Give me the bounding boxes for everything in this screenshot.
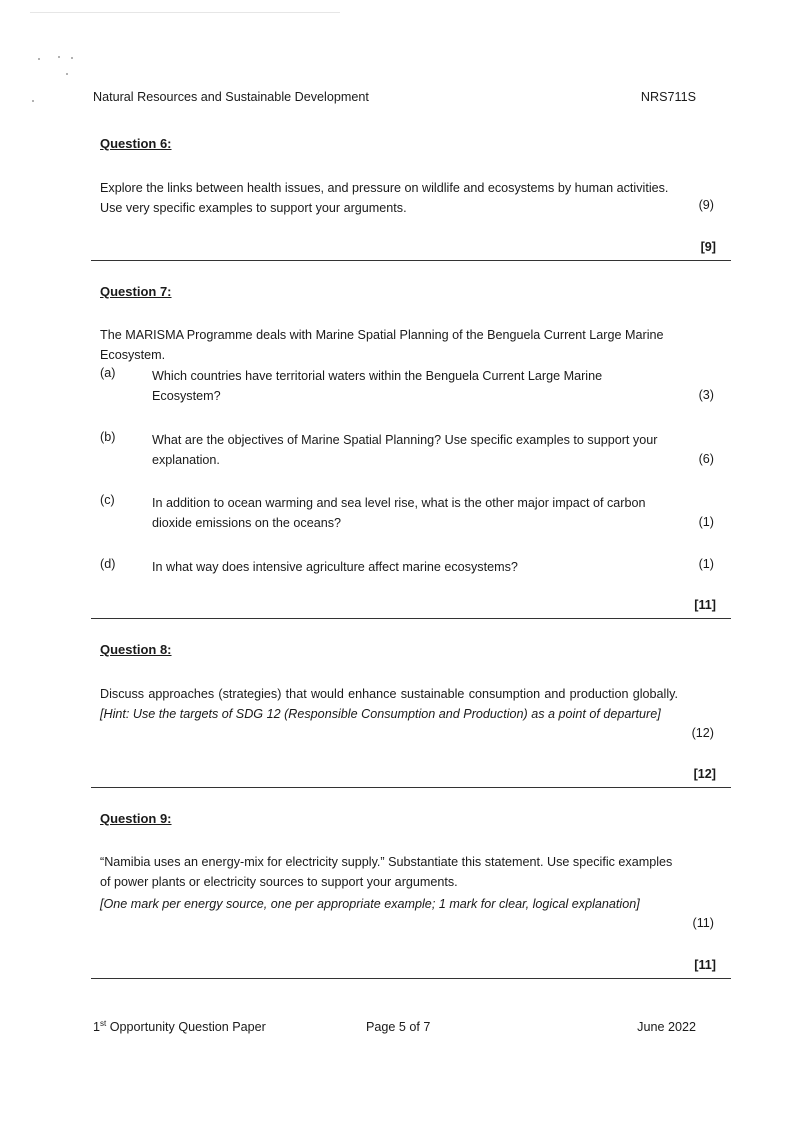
part-label: (d) — [100, 557, 116, 571]
question-7d-mark: (1) — [698, 557, 714, 571]
question-8-text — [100, 684, 678, 724]
footer-paper-label — [93, 1020, 266, 1034]
scan-speck — [32, 100, 34, 102]
scan-speck — [71, 57, 73, 59]
question-8-hint: [Hint: Use the targets of SDG 12 (Responsible Consumption and Production) as a point of departure] — [100, 707, 661, 721]
document-title: Natural Resources and Sustainable Development — [93, 90, 369, 104]
scan-speck — [38, 58, 40, 60]
scan-artifact-line — [30, 12, 340, 13]
question-7d-text: In what way does intensive agriculture affect marine ecosystems? — [152, 560, 518, 574]
footer-ordinal-suffix: st — [100, 1018, 107, 1028]
part-label: (b) — [100, 430, 116, 444]
part-label: (a) — [100, 366, 116, 380]
question-7a-text: Which countries have territorial waters within the Benguela Current Large Marine Ecosystem? — [152, 369, 603, 403]
question-6-title: Question 6: — [100, 136, 172, 151]
question-9-total: [11] — [694, 958, 716, 972]
scan-speck — [66, 73, 68, 75]
page-number: Page 5 of 7 — [366, 1020, 431, 1034]
question-7b-mark: (6) — [698, 452, 714, 466]
section-divider — [91, 618, 731, 619]
question-9-title: Question 9: — [100, 811, 172, 826]
section-divider — [91, 978, 731, 979]
question-8-title: Question 8: — [100, 642, 172, 657]
question-7-title: Question 7: — [100, 284, 172, 299]
question-8-mark: (12) — [691, 726, 714, 740]
question-7b-text: What are the objectives of Marine Spatial Planning? Use specific examples to support your explanation. — [152, 433, 658, 467]
question-6-total: [9] — [700, 240, 716, 254]
course-code: NRS711S — [640, 90, 696, 104]
section-divider — [91, 260, 731, 261]
part-label: (c) — [100, 493, 115, 507]
question-9-hint: [One mark per energy source, one per appropriate example; 1 mark for clear, logical explanation] — [100, 897, 640, 911]
question-9-text: “Namibia uses an energy-mix for electricity supply.” Substantiate this statement. Use specific examples of power plants or electricity sources to support your arguments. — [100, 855, 673, 889]
footer-paper-text: Opportunity Question Paper — [106, 1020, 266, 1034]
question-9-mark: (11) — [692, 916, 714, 930]
footer-opportunity-number: 1 — [93, 1020, 101, 1034]
footer-date: June 2022 — [637, 1020, 696, 1034]
question-7c-mark: (1) — [698, 515, 714, 529]
question-7a-mark: (3) — [698, 388, 714, 402]
scan-speck — [58, 56, 60, 58]
question-7-total: [11] — [694, 598, 716, 612]
question-6-mark: (9) — [698, 198, 714, 212]
question-8-body: Discuss approaches (strategies) that would enhance sustainable consumption and production globally. — [100, 687, 678, 701]
question-6-text: Explore the links between health issues, and pressure on wildlife and ecosystems by human activities. Use very specific examples to support your arguments. — [100, 181, 669, 215]
question-8-total: [12] — [693, 767, 716, 781]
question-7c-text: In addition to ocean warming and sea level rise, what is the other major impact of carbon dioxide emissions on the oceans? — [152, 496, 646, 530]
section-divider — [91, 787, 731, 788]
question-7-intro: The MARISMA Programme deals with Marine Spatial Planning of the Benguela Current Large Marine Ecosystem. — [100, 328, 664, 362]
